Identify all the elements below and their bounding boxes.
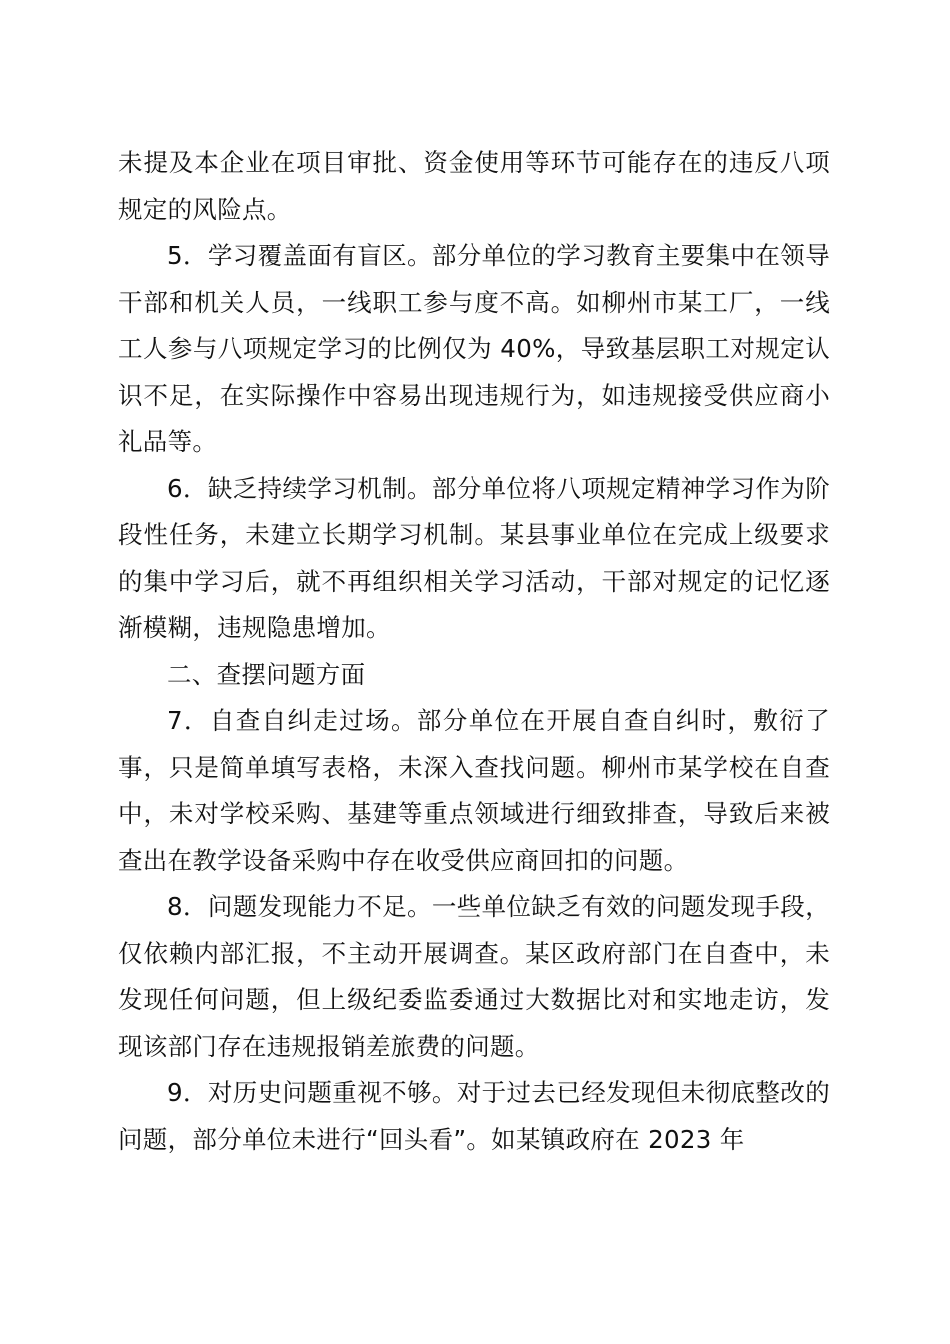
paragraph-item-8: 8．问题发现能力不足。一些单位缺乏有效的问题发现手段，仅依赖内部汇报，不主动开展调查。某区政府部门在自查中，未发现任何问题，但上级纪委监委通过大数据比对和实地走访，发现该部门存在违规报销差旅费的问题。 xyxy=(118,892,830,1061)
paragraph-item-5: 5．学习覆盖面有盲区。部分单位的学习教育主要集中在领导干部和机关人员，一线职工参与度不高。如柳州市某工厂，一线工人参与八项规定学习的比例仅为 40%，导致基层职工对规定认识不足，在实际操作中容易出现违规行为，如违规接受供应商小礼品等。 xyxy=(118,241,830,456)
paragraph-item-6: 6．缺乏持续学习机制。部分单位将八项规定精神学习作为阶段性任务，未建立长期学习机制。某县事业单位在完成上级要求的集中学习后，就不再组织相关学习活动，干部对规定的记忆逐渐模糊，违规隐患增加。 xyxy=(118,473,830,642)
paragraph-continuation: 未提及本企业在项目审批、资金使用等环节可能存在的违反八项规定的风险点。 xyxy=(118,148,830,224)
document-body xyxy=(118,140,830,1163)
paragraph-item-9: 9．对历史问题重视不够。对于过去已经发现但未彻底整改的问题，部分单位未进行“回头看”。如某镇政府在 2023 年 xyxy=(118,1078,830,1154)
section-heading: 二、查摆问题方面 xyxy=(167,659,366,689)
paragraph-item-7: 7．自查自纠走过场。部分单位在开展自查自纠时，敷衍了事，只是简单填写表格，未深入查找问题。柳州市某学校在自查中，未对学校采购、基建等重点领域进行细致排查，导致后来被查出在教学设备采购中存在收受供应商回扣的问题。 xyxy=(118,706,830,875)
